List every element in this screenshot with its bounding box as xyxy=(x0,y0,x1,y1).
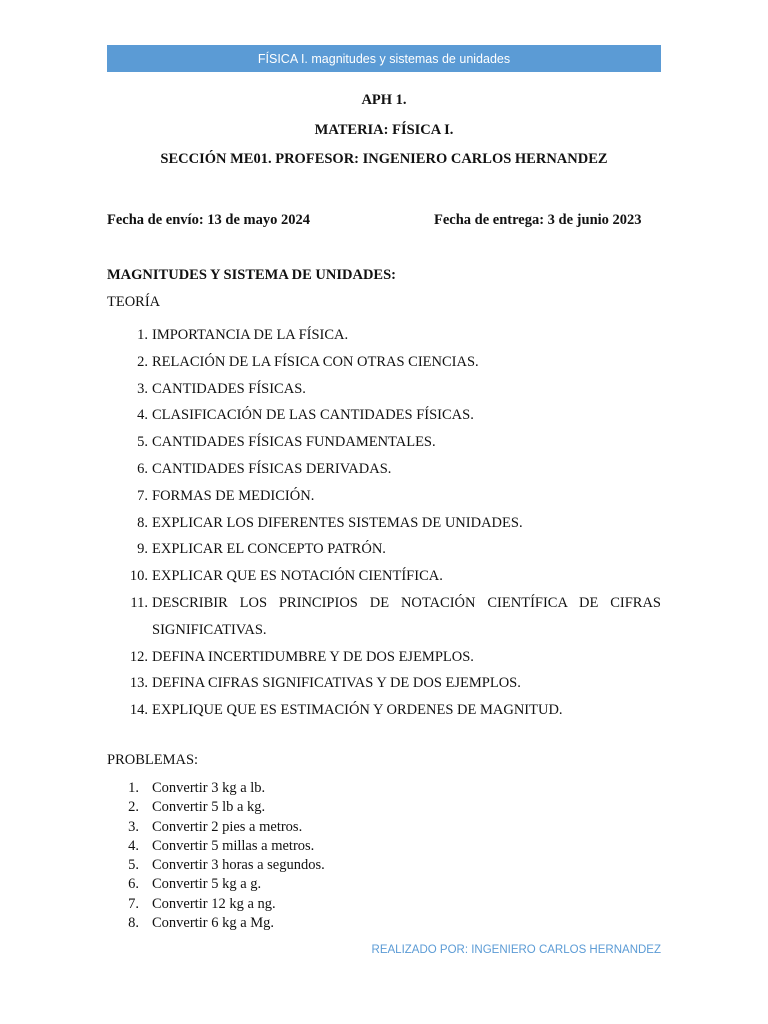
item-number: 2. xyxy=(128,799,139,816)
header-title: FÍSICA I. magnitudes y sistemas de unidades xyxy=(257,51,511,66)
list-item xyxy=(107,779,661,798)
section-professor-line: SECCIÓN ME01. PROFESOR: INGENIERO CARLOS HERNANDEZ xyxy=(160,151,608,167)
item-number: 6. xyxy=(128,876,139,893)
list-item xyxy=(107,510,661,537)
list-item xyxy=(107,483,661,510)
item-text: Convertir 12 kg a ng. xyxy=(152,895,276,912)
item-number: 13. xyxy=(129,675,148,692)
item-number: 9. xyxy=(137,541,148,558)
list-item xyxy=(107,818,661,837)
item-number: 11. xyxy=(130,594,148,611)
list-item xyxy=(107,697,661,724)
list-item xyxy=(107,322,661,349)
item-text: Convertir 6 kg a Mg. xyxy=(152,915,275,932)
item-text: EXPLIQUE QUE ES ESTIMACIÓN Y ORDENES DE MAGNITUD. xyxy=(152,702,563,719)
item-text: CLASIFICACIÓN DE LAS CANTIDADES FÍSICAS. xyxy=(152,407,474,424)
item-text: CANTIDADES FÍSICAS FUNDAMENTALES. xyxy=(152,434,436,451)
item-number: 8. xyxy=(137,514,148,531)
item-number: 1. xyxy=(128,780,139,796)
sent-date: Fecha de envío: 13 de mayo 2024 xyxy=(107,212,310,228)
item-text: EXPLICAR EL CONCEPTO PATRÓN. xyxy=(152,541,386,558)
assignment-title: APH 1. xyxy=(361,92,407,108)
item-number: 5. xyxy=(128,857,139,874)
document-header-bar xyxy=(107,45,661,72)
item-text: EXPLICAR QUE ES NOTACIÓN CIENTÍFICA. xyxy=(152,568,443,585)
problems-list xyxy=(107,779,661,933)
list-item xyxy=(107,349,661,376)
item-number: 8. xyxy=(128,915,139,932)
list-item xyxy=(107,402,661,429)
item-text: Convertir 3 horas a segundos. xyxy=(152,857,325,874)
item-text: FORMAS DE MEDICIÓN. xyxy=(152,487,315,504)
item-text: RELACIÓN DE LA FÍSICA CON OTRAS CIENCIAS. xyxy=(152,353,479,370)
item-number: 2. xyxy=(137,353,148,370)
list-item xyxy=(107,914,661,933)
list-item xyxy=(107,644,661,671)
item-text: Convertir 5 millas a metros. xyxy=(152,837,315,854)
list-item xyxy=(107,895,661,914)
item-text: DEFINA CIFRAS SIGNIFICATIVAS Y DE DOS EJEMPLOS. xyxy=(152,675,521,692)
subject-title: MATERIA: FÍSICA I. xyxy=(314,122,454,138)
item-text: Convertir 5 lb a kg. xyxy=(152,799,266,816)
item-text: CANTIDADES FÍSICAS. xyxy=(152,380,306,397)
item-number: 10. xyxy=(129,568,148,585)
due-date: Fecha de entrega: 3 de junio 2023 xyxy=(434,212,642,228)
list-item xyxy=(107,590,661,644)
item-text: DEFINA INCERTIDUMBRE Y DE DOS EJEMPLOS. xyxy=(152,648,474,665)
list-item xyxy=(107,670,661,697)
list-item xyxy=(107,798,661,817)
item-number: 7. xyxy=(128,895,139,912)
theory-list xyxy=(107,322,661,724)
item-number: 14. xyxy=(129,702,148,719)
item-text: IMPORTANCIA DE LA FÍSICA. xyxy=(152,327,349,343)
list-item xyxy=(107,563,661,590)
item-text: CANTIDADES FÍSICAS DERIVADAS. xyxy=(152,460,392,477)
list-item xyxy=(107,856,661,875)
list-item xyxy=(107,376,661,403)
list-item xyxy=(107,536,661,563)
item-text: Convertir 5 kg a g. xyxy=(152,876,262,893)
item-number: 4. xyxy=(137,407,148,424)
list-item xyxy=(107,837,661,856)
item-number: 12. xyxy=(129,648,148,665)
item-text: DESCRIBIR LOS PRINCIPIOS DE NOTACIÓN CIENTÍFICA DE CIFRAS SIGNIFICATIVAS. xyxy=(152,594,661,638)
item-number: 4. xyxy=(128,837,139,854)
item-text: EXPLICAR LOS DIFERENTES SISTEMAS DE UNIDADES. xyxy=(152,514,523,531)
theory-title: TEORÍA xyxy=(107,294,161,310)
item-number: 3. xyxy=(128,818,139,835)
item-number: 7. xyxy=(137,487,148,504)
problems-title: PROBLEMAS: xyxy=(107,752,199,768)
list-item xyxy=(107,429,661,456)
item-text: Convertir 3 kg a lb. xyxy=(152,780,266,796)
item-number: 6. xyxy=(137,460,148,477)
item-number: 3. xyxy=(137,380,148,397)
list-item xyxy=(107,456,661,483)
item-number: 1. xyxy=(137,327,148,343)
item-number: 5. xyxy=(137,434,148,451)
topic-title: MAGNITUDES Y SISTEMA DE UNIDADES: xyxy=(107,267,396,283)
footer-author: REALIZADO POR: INGENIERO CARLOS HERNANDEZ xyxy=(371,944,661,956)
list-item xyxy=(107,875,661,894)
item-text: Convertir 2 pies a metros. xyxy=(152,818,303,835)
